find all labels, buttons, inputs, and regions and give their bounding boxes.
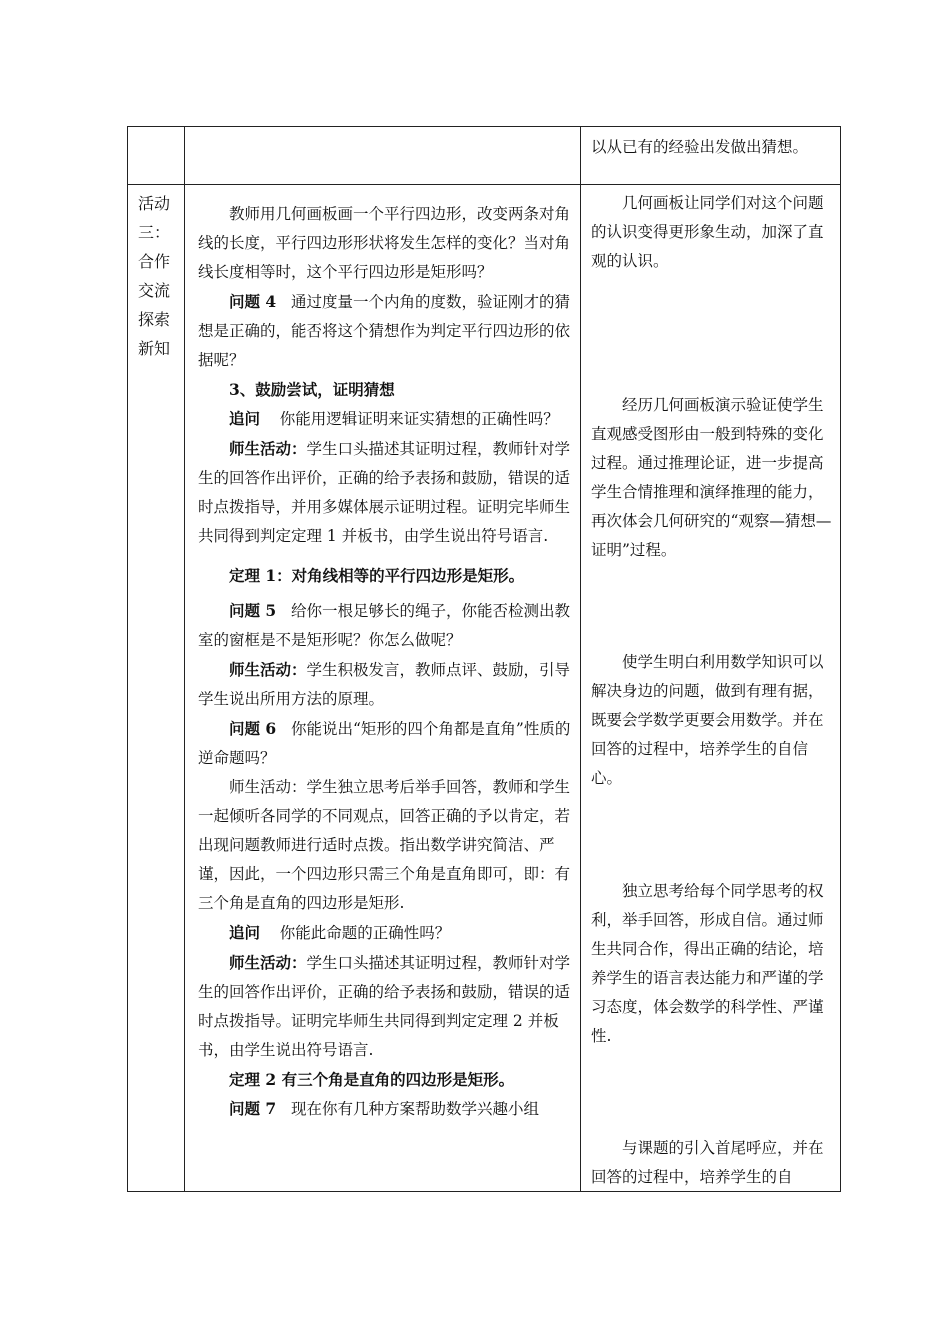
followup-1	[198, 404, 577, 434]
activity-1-label: 师生活动：	[229, 439, 307, 458]
followup-2-text: 你能此命题的正确性吗？	[279, 924, 451, 942]
question-5-label: 问题 5	[229, 601, 277, 620]
activity-label-line: 交流	[138, 281, 171, 300]
question-7-text: 现在你有几种方案帮助数学兴趣小组	[290, 1100, 539, 1118]
activity-4-label: 师生活动：	[229, 953, 307, 972]
activity-label-cell	[128, 189, 185, 363]
followup-2-label: 追问	[229, 923, 261, 942]
question-5-text: 给你一根足够长的绳子，你能否检测出教室的窗框是不是矩形呢？你怎么做呢？	[198, 602, 570, 649]
activity-label-line: 活动	[138, 194, 171, 213]
question-6	[198, 714, 577, 773]
activity-label-line: 探索	[138, 310, 171, 329]
activity-2	[198, 655, 577, 714]
activity-2-text: 学生积极发言，教师点评、鼓励，引导学生说出所用方法的原理。	[198, 661, 571, 708]
question-4-label: 问题 4	[229, 292, 277, 311]
design-intent-r4	[581, 877, 842, 1051]
activity-label-line: 三：	[138, 223, 171, 242]
activity-label-line: 新知	[138, 339, 171, 358]
teaching-process-cell	[186, 200, 581, 1124]
paragraph-intro: 教师用几何画板画一个平行四边形，改变两条对角线的长度，平行四边形形状将发生怎样的变化？当对角线长度相等时，这个平行四边形是矩形吗？	[198, 205, 571, 281]
design-intent-r3	[581, 648, 842, 793]
theorem-1: 定理 1：对角线相等的平行四边形是矩形。	[229, 566, 525, 585]
design-intent-r1	[581, 189, 842, 276]
design-intent-text: 经历几何画板演示验证使学生直观感受图形由一般到特殊的变化过程。通过推理论证，进一步提高学生合情推理和演绎推理的能力，再次体会几何研究的“观察—猜想—证明”过程。	[591, 396, 832, 559]
lesson-plan-table	[127, 126, 841, 1192]
row1-right-cell	[581, 133, 842, 162]
followup-1-label: 追问	[229, 409, 261, 428]
section-3-heading: 3、鼓励尝试，证明猜想	[229, 380, 395, 399]
question-6-text: 你能说出“矩形的四个角都是直角”性质的逆命题吗？	[198, 720, 571, 767]
row1-right-text: 以从已有的经验出发做出猜想。	[591, 138, 809, 156]
activity-2-label: 师生活动：	[229, 660, 307, 679]
design-intent-r5	[581, 1134, 842, 1192]
activity-4	[198, 948, 577, 1065]
activity-1-text: 学生口头描述其证明过程，教师针对学生的回答作出评价，正确的给予表扬和鼓励，错误的适时点拨指导，并用多媒体展示证明过程。证明完毕师生共同得到判定定理 1 并板书，由学生说出符号语言.	[198, 440, 571, 545]
followup-1-text: 你能用逻辑证明来证实猜想的正确性吗？	[279, 410, 559, 428]
question-5	[198, 596, 577, 655]
followup-2	[198, 918, 577, 948]
theorem-2: 定理 2 有三个角是直角的四边形是矩形。	[229, 1070, 515, 1089]
activity-4-text: 学生口头描述其证明过程，教师针对学生的回答作出评价，正确的给予表扬和鼓励，错误的适时点拨指导。证明完毕师生共同得到判定定理 2 并板书，由学生说出符号语言.	[198, 954, 571, 1059]
question-7	[198, 1094, 577, 1124]
design-intent-text: 独立思考给每个同学思考的权利，举手回答，形成自信。通过师生共同合作，得出正确的结论，培养学生的语言表达能力和严谨的学习态度，体会数学的科学性、严谨性.	[591, 882, 824, 1045]
design-intent-text: 与课题的引入首尾呼应，并在回答的过程中，培养学生的自	[591, 1139, 824, 1186]
design-intent-text: 使学生明白利用数学知识可以解决身边的问题，做到有理有据，既要会学数学更要会用数学。并在回答的过程中，培养学生的自信心。	[591, 653, 824, 787]
question-4-text: 通过度量一个内角的度数，验证刚才的猜想是正确的，能否将这个猜想作为判定平行四边形的依据呢？	[198, 293, 571, 369]
design-intent-text: 几何画板让同学们对这个问题的认识变得更形象生动，加深了直观的认识。	[591, 194, 824, 270]
question-6-label: 问题 6	[229, 719, 277, 738]
activity-1	[198, 434, 577, 551]
row-divider	[128, 184, 840, 185]
activity-3: 师生活动：学生独立思考后举手回答，教师和学生一起倾听各同学的不同观点，回答正确的予以肯定，若出现问题教师进行适时点拨。指出数学讲究简洁、严谨，因此，一个四边形只需三个角是直角即可，即：有三个角是直角的四边形是矩形.	[198, 778, 571, 912]
question-4	[198, 287, 577, 375]
design-intent-r2	[581, 391, 842, 565]
question-7-label: 问题 7	[229, 1099, 277, 1118]
activity-label-line: 合作	[138, 252, 171, 271]
